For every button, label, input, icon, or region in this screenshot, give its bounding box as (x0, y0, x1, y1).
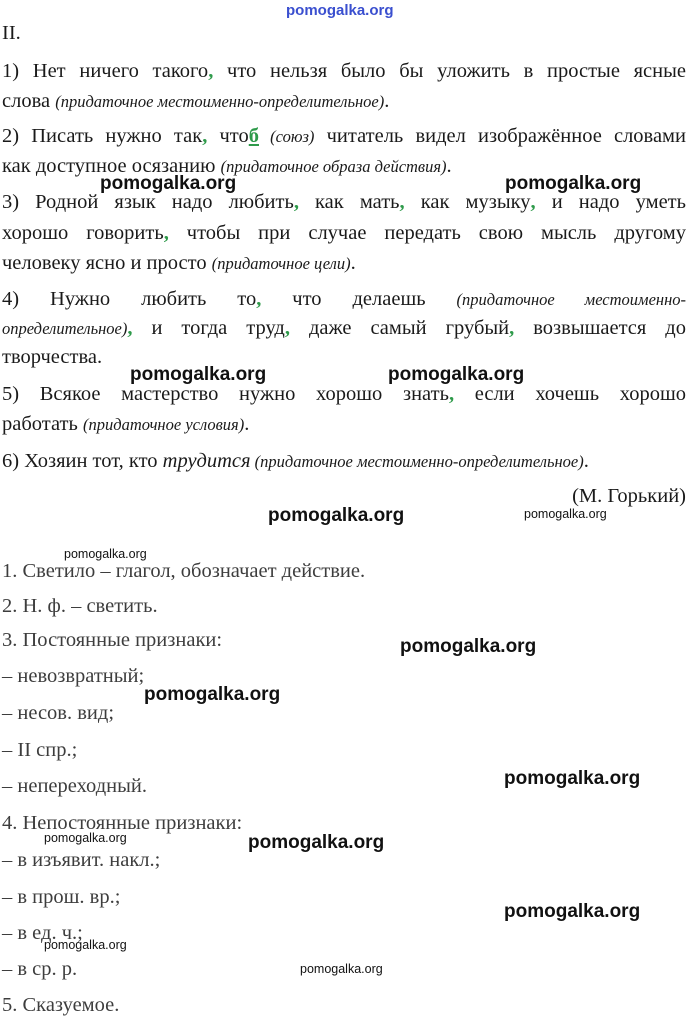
section-heading: II. (2, 22, 21, 44)
watermark-text: pomogalka.org (44, 938, 127, 952)
sentence-4-line-2: определительное), и тогда труд, даже самый грубый, возвышается до (2, 317, 686, 339)
watermark-text: pomogalka.org (144, 684, 281, 705)
clause-note: (придаточное условия) (82, 415, 245, 434)
analysis-line-8: 4. Непостоянные признаки: (2, 812, 243, 834)
sentence-3-line-1: 3) Родной язык надо любить, как мать, как музыку, и надо уметь (2, 191, 686, 213)
clause-note: (придаточное местоименно-определительное) (55, 92, 385, 111)
analysis-line-9: – в изъявит. накл.; (2, 849, 161, 871)
analysis-line-3: 3. Постоянные признаки: (2, 629, 223, 651)
clause-note: (союз) (259, 127, 315, 146)
clause-note: (придаточное местоименно- (456, 290, 687, 309)
clause-note: (придаточное цели) (211, 254, 351, 273)
watermark-text: pomogalka.org (100, 173, 237, 194)
sentence-3-line-3: человеку ясно и просто (придаточное цели). (2, 252, 356, 274)
comma-mark: , (208, 60, 214, 82)
highlighted-letter: б (248, 125, 259, 147)
watermark-text: pomogalka.org (504, 901, 641, 922)
watermark-text: pomogalka.org (505, 173, 642, 194)
watermark-text: pomogalka.org (400, 636, 537, 657)
analysis-line-12: – в ср. р. (2, 958, 78, 980)
analysis-line-4: – невозвратный; (2, 665, 145, 687)
watermark-text: pomogalka.org (248, 832, 385, 853)
watermark-text: pomogalka.org (524, 507, 607, 521)
analysis-line-2: 2. Н. ф. – светить. (2, 595, 158, 617)
watermark-text: pomogalka.org (504, 768, 641, 789)
watermark-text: pomogalka.org (300, 962, 383, 976)
clause-note: определительное) (2, 319, 128, 338)
analysis-line-11: – в ед. ч.; (2, 922, 83, 944)
watermark-text: pomogalka.org (388, 364, 525, 385)
watermark-text: pomogalka.org (130, 364, 267, 385)
emphasized-word: трудится (162, 450, 251, 472)
sentence-5-line-1: 5) Всякое мастерство нужно хорошо знать, если хочешь хорошо (2, 383, 687, 405)
sentence-6-line-1: 6) Хозяин тот, кто трудится (придаточное местоименно-определительное). (2, 450, 589, 472)
watermark-text: pomogalka.org (268, 505, 405, 526)
sentence-2-line-1: 2) Писать нужно так, чтоб (союз) читатель видел изображённое словами (2, 125, 687, 147)
watermark-text: pomogalka.org (44, 831, 127, 845)
analysis-line-5: – несов. вид; (2, 702, 115, 724)
watermark-text: pomogalka.org (286, 2, 394, 19)
comma-mark: , (202, 125, 208, 147)
analysis-line-13: 5. Сказуемое. (2, 994, 120, 1016)
sentence-1-line-1: 1) Нет ничего такого, что нельзя было бы уложить в простые ясные (2, 60, 686, 82)
clause-note: (придаточное местоименно-определительное) (250, 452, 584, 471)
sentence-4-line-3: творчества. (2, 346, 103, 368)
sentence-5-line-2: работать (придаточное условия). (2, 413, 250, 435)
sentence-3-line-2: хорошо говорить, чтобы при случае передать свою мысль другому (2, 222, 686, 244)
analysis-line-10: – в прош. вр.; (2, 886, 121, 908)
watermark-text: pomogalka.org (64, 547, 147, 561)
analysis-line-7: – непереходный. (2, 775, 147, 797)
analysis-line-6: – II спр.; (2, 739, 78, 761)
sentence-2-line-2: как доступное осязанию (придаточное образа действия). (2, 155, 452, 177)
clause-note: (придаточное образа действия) (220, 157, 447, 176)
author-attribution: (М. Горький) (572, 485, 686, 507)
sentence-1-line-2: слова (придаточное местоименно-определительное). (2, 90, 390, 112)
sentence-4-line-1: 4) Нужно любить то, что делаешь (придаточное местоименно- (2, 288, 687, 310)
analysis-line-1: 1. Светило – глагол, обозначает действие. (2, 560, 366, 582)
